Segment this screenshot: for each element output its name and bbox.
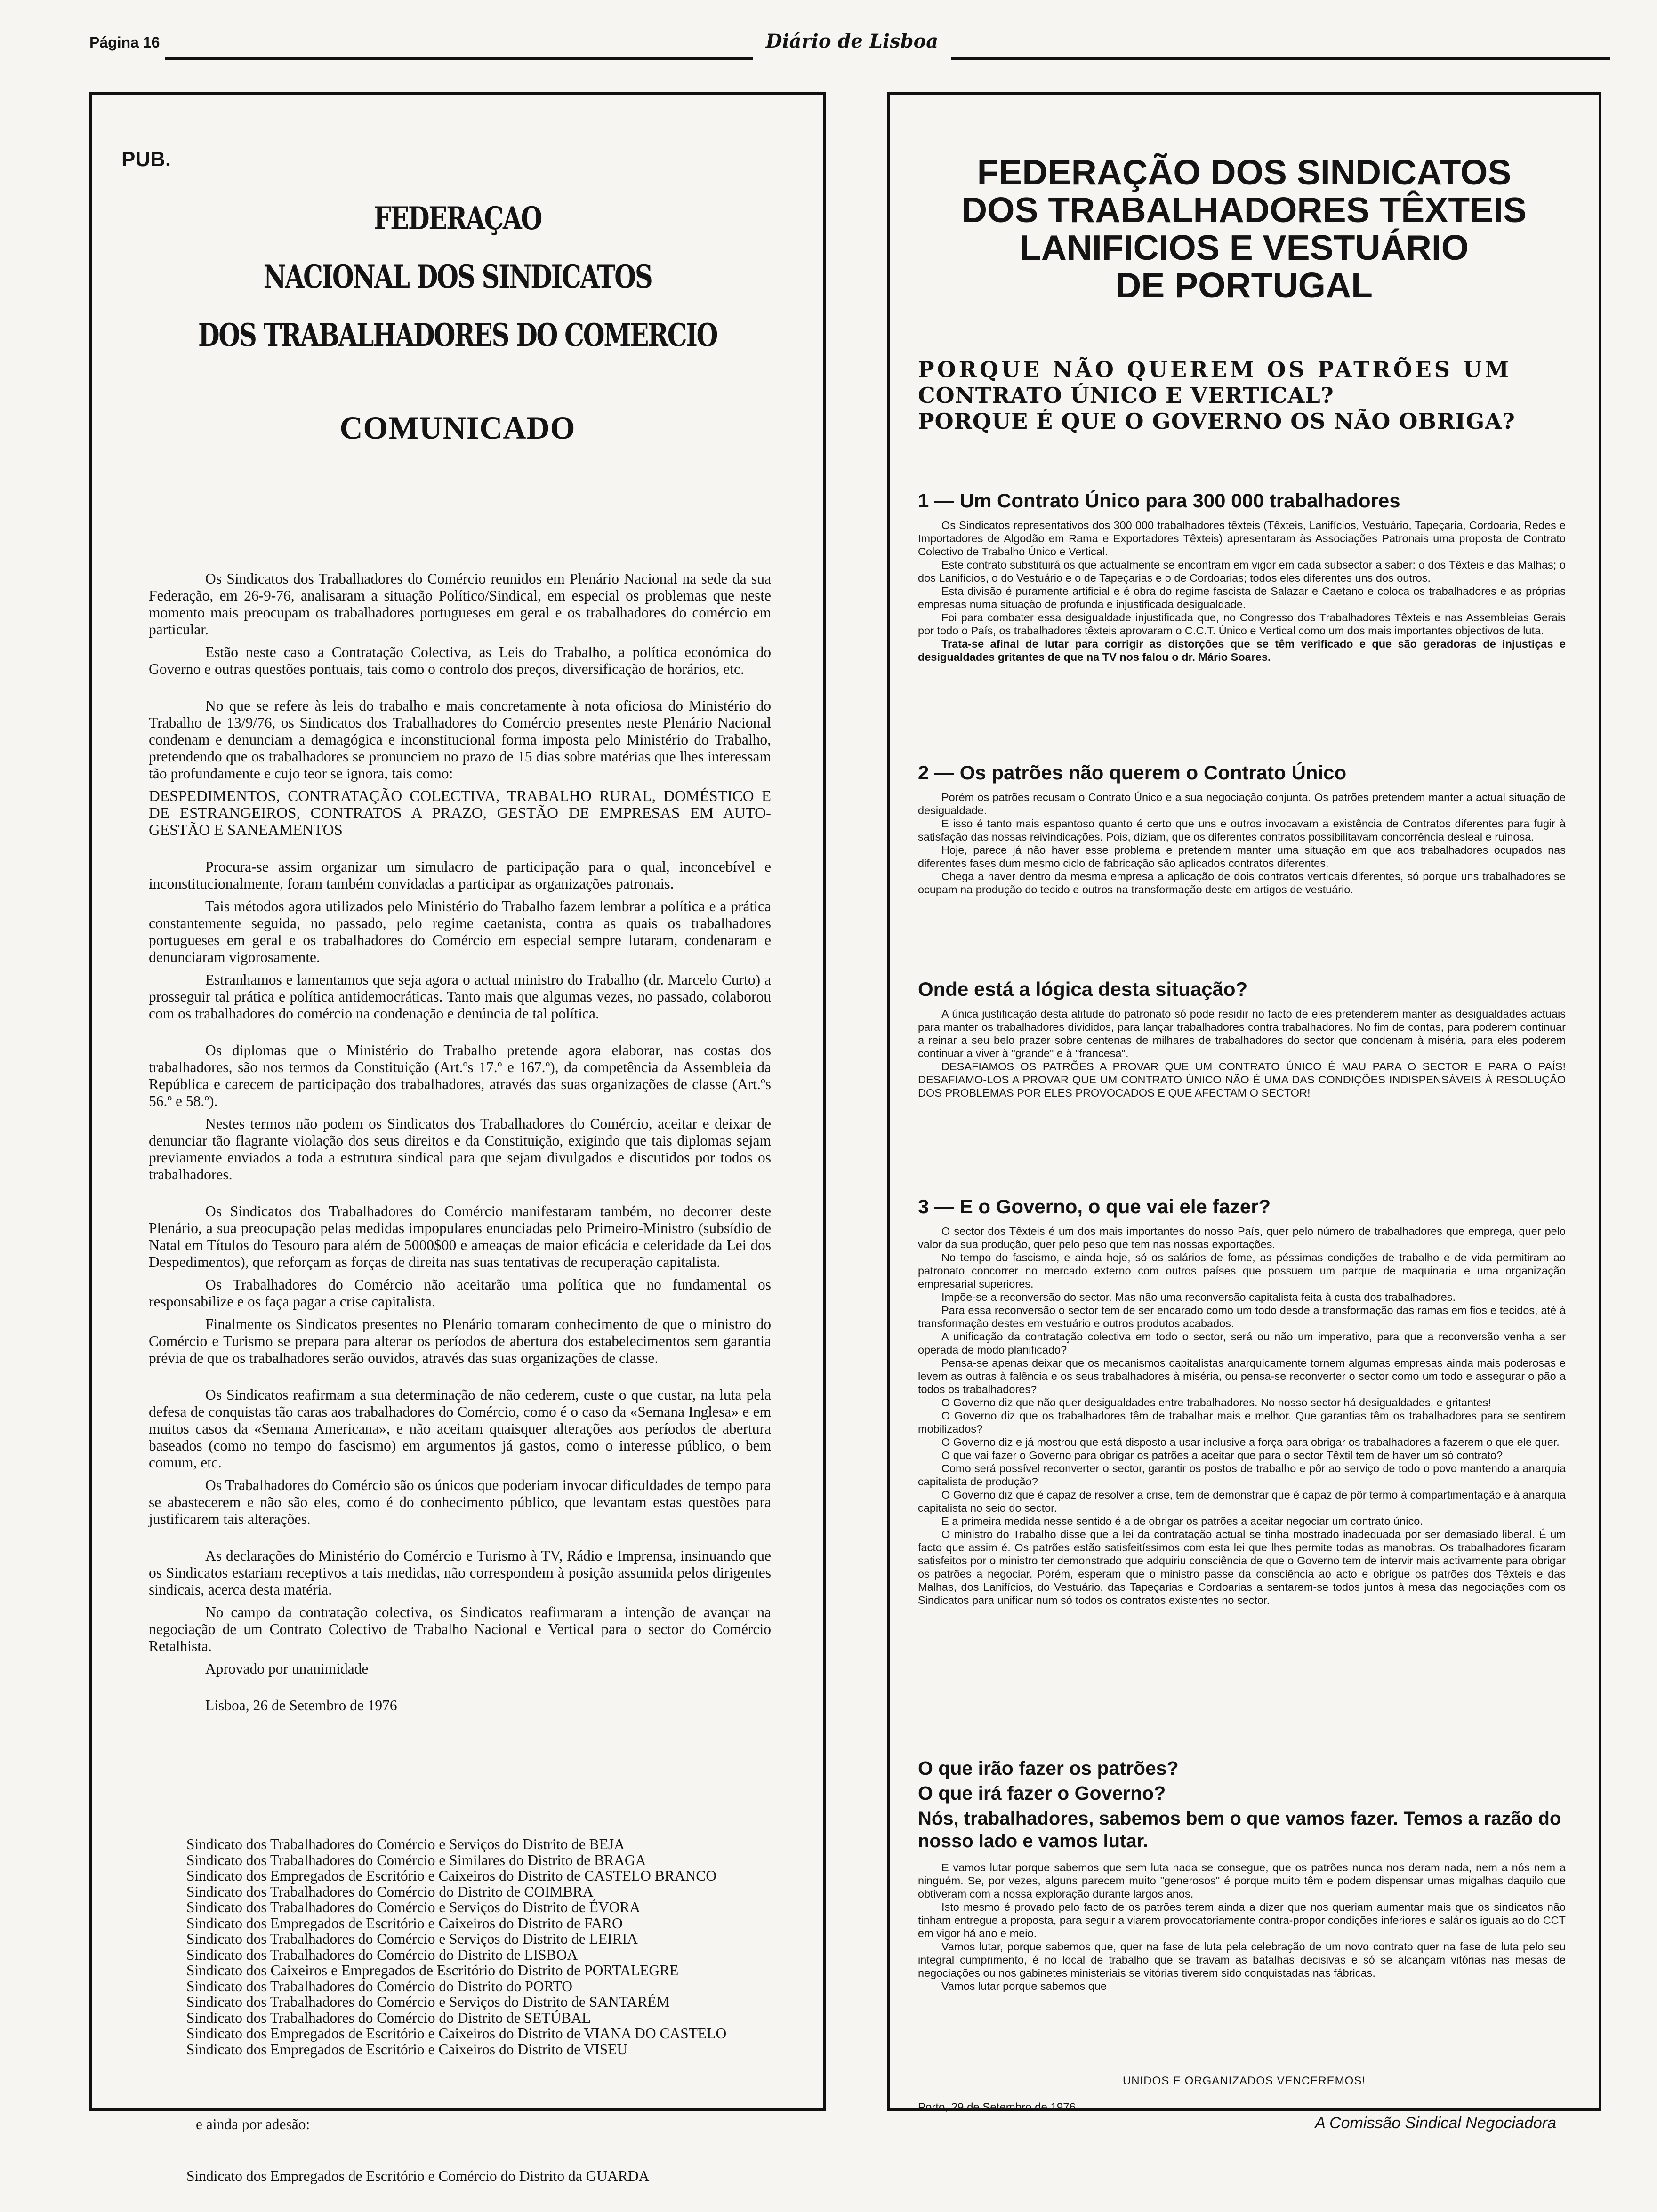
header-rule-right [951, 57, 1610, 60]
paragraph: E vamos lutar porque sabemos que sem luta nada se consegue, que os patrões nunca nos deram nada, nem a nós nem a ninguém. Se, por vezes, alguns parecem muito "generosos" é porque muito têm e podem dispensar umas migalhas daquilo que obtiveram com a nossa exploração durante largos anos. [918, 1861, 1566, 1900]
signatory: Sindicato dos Trabalhadores do Comércio e Similares do Distrito de BRAGA [186, 1851, 646, 1868]
headline-questions [918, 357, 1572, 434]
paragraph: Vamos lutar, porque sabemos que, quer na fase de luta pela celebração de um novo contrato quer na fase de luta pelo seu integral cumprimento, é no local de trabalho que se travam as batalhas decisivas e só se alcançam vitórias nas mesas de negociações ou nos gabinetes ministeriais se vitórias tiverem sido conquistadas nas fábricas. [918, 1940, 1566, 1979]
paragraph: O ministro do Trabalho disse que a lei da contratação actual se tinha mostrado inadequada por ser demasiado liberal. É um facto que assim é. Os patrões estão satisfeitíssimos com esta lei que lhes permite todas as manobras. Os trabalhadores ficaram satisfeitos por o ministro ter demonstrado que adquiriu consciência de que o Governo tem de intervir mais activamente para obrigar os patrões a negociar. Porém, esperam que o ministro passe da consciência ao acto e obrigue os patrões dos Têxteis e das Malhas, dos Lanifícios, do Vestuário, das Tapeçarias e Cordoarias a sentarem-se todos juntos à mesa das negociações com os Sindicatos para unificar num só todos os contratos existentes no sector. [918, 1528, 1566, 1606]
masthead: Diário de Lisboa [765, 30, 939, 52]
question-line: CONTRATO ÚNICO E VERTICAL? [918, 383, 1334, 408]
paragraph: A unificação da contratação colectiva em todo o sector, será ou não um imperativo, para que a reconversão venha a ser operada de modo planificado? [918, 1330, 1566, 1356]
signatory: Sindicato dos Empregados de Escritório e Caixeiros do Distrito de FARO [186, 1915, 623, 1931]
adhesion-label: e ainda por adesão: [196, 2116, 310, 2132]
paragraph: Os Sindicatos dos Trabalhadores do Comércio manifestaram também, no decorrer deste Plenário, a sua preocupação pelas medidas impopulares enunciadas pelo Primeiro-Ministro (subsídio de Natal em Títulos do Tesouro para além de 5000$00 e ameaças de maior eficácia e celeridade da Lei dos Despedimentos), que reforçam as forças de direita nas suas tentativas de recuperação capitalista. [149, 1203, 771, 1270]
paragraph: O que vai fazer o Governo para obrigar os patrões a aceitar que para o sector Têxtil tem de haver um só contrato? [941, 1449, 1503, 1461]
paragraph: O sector dos Têxteis é um dos mais importantes do nosso País, quer pelo número de trabalhadores que emprega, quer pelo valor da sua produção, quer pelo peso que tem nas nossas exportações. [918, 1225, 1566, 1250]
motto: UNIDOS E ORGANIZADOS VENCEREMOS! [1122, 2075, 1366, 2087]
section-heading: 2 — Os patrões não querem o Contrato Único [918, 761, 1347, 784]
section-question: O que irá fazer o Governo? [918, 1782, 1166, 1804]
signatory: Sindicato dos Trabalhadores do Comércio do Distrito de SETÚBAL [186, 2009, 591, 2026]
signatory: Sindicato dos Trabalhadores do Comércio do Distrito de COIMBRA [186, 1883, 594, 1900]
title-line: DOS TRABALHADORES TÊXTEIS [961, 190, 1527, 230]
communique-body [149, 570, 771, 1720]
signatory: Sindicato dos Empregados de Escritório e Caixeiros do Distrito de CASTELO BRANCO [186, 1867, 716, 1884]
paragraph: Impõe-se a reconversão do sector. Mas não uma reconversão capitalista feita à custa dos trabalhadores. [941, 1291, 1456, 1303]
paragraph: Tais métodos agora utilizados pelo Ministério do Trabalho fazem lembrar a política e a prática constantemente seguida, no passado, pelo regime caetanista, contra as quais os trabalhadores portugueses em geral e os trabalhadores do Comércio em especial sempre lutaram, condenaram e denunciaram vigorosamente. [149, 898, 771, 965]
section-heading: Onde está a lógica desta situação? [918, 978, 1248, 1000]
signatory: Sindicato dos Empregados de Escritório e Caixeiros do Distrito de VIANA DO CASTELO [186, 2025, 727, 2042]
place-date: Porto, 29 de Setembro de 1976 [918, 2101, 1076, 2114]
signatory: Sindicato dos Trabalhadores do Comércio e Serviços do Distrito de LEIRIA [186, 1931, 638, 1947]
paragraph: Os diplomas que o Ministério do Trabalho pretende agora elaborar, nas costas dos trabalhadores, são nos termos da Constituição (Art.ºs 17.º e 167.º), da competência da Assembleia da República e carecem de participação dos trabalhadores, através das suas organizações de classe (Art.ºs 56.º e 58.º). [149, 1042, 771, 1109]
signatory: Sindicato dos Trabalhadores do Comércio do Distrito de LISBOA [186, 1946, 578, 1963]
section-logic [918, 978, 1566, 1099]
paragraph: Isto mesmo é provado pelo facto de os patrões terem ainda a dizer que nos queriam aumentar mais que os sindicatos não tinham entregue a proposta, para seguir a viarem provocatoriamente contra-propor condições inferiores e salários iguais ao do CCT em vigor há ano e meio. [918, 1901, 1566, 1940]
date-line: Lisboa, 26 de Setembro de 1976 [205, 1697, 397, 1714]
paragraph: Vamos lutar porque sabemos que [941, 1980, 1107, 1992]
signatory: Sindicato dos Trabalhadores do Comércio e Serviços do Distrito de ÉVORA [186, 1899, 641, 1915]
section-question: O que irão fazer os patrões? [918, 1757, 1179, 1779]
section-government [918, 1195, 1566, 1607]
federation-title-line: FEDERAÇAO [374, 200, 541, 237]
paragraph: O Governo diz que os trabalhadores têm de trabalhar mais e melhor. Que garantias têm os trabalhadores para se sentirem mobilizados? [918, 1410, 1566, 1435]
paragraph: No campo da contratação colectiva, os Sindicatos reafirmaram a intenção de avançar na negociação de um Contrato Colectivo de Trabalho Nacional e Vertical para o sector do Comércio Retalhista. [149, 1604, 771, 1654]
paragraph: Finalmente os Sindicatos presentes no Plenário tomaram conhecimento de que o ministro do Comércio e Turismo se prepara para alterar os períodos de abertura dos estabelecimentos sem garantia prévia de que os trabalhadores serão ouvidos, através das suas organizações de classe. [149, 1316, 771, 1366]
section-heading: 3 — E o Governo, o que vai ele fazer? [918, 1195, 1271, 1218]
page-header [89, 30, 1610, 68]
commerce-federation-communique [89, 92, 826, 2184]
federation-title-line: NACIONAL DOS SINDICATOS [263, 258, 652, 295]
title-line: LANIFICIOS E VESTUÁRIO [1019, 228, 1469, 267]
pub-label: PUB. [121, 148, 171, 171]
paragraph: Trata-se afinal de lutar para corrigir as distorções que se têm verificado e que são geradoras de injustiças e desigualdades gritantes de que na TV nos falou o dr. Mário Soares. [918, 638, 1566, 663]
paragraph-topics: DESPEDIMENTOS, CONTRATAÇÃO COLECTIVA, TRABALHO RURAL, DOMÉSTICO E DE ESTRANGEIROS, CONTRATOS A PRAZO, GESTÃO DE EMPRESAS EM AUTO-GESTÃO E SANEAMENTOS [149, 788, 771, 839]
section-bosses-refuse [918, 761, 1566, 896]
textile-federation-title [890, 153, 1599, 304]
workers-statement: Nós, trabalhadores, sabemos bem o que vamos fazer. Temos a razão do nosso lado e vamos lutar. [918, 1808, 1561, 1851]
approval-note: Aprovado por unanimidade [205, 1660, 369, 1677]
paragraph: Pensa-se apenas deixar que os mecanismos capitalistas anarquicamente tornem algumas empresas ainda mais poderosas e levem as outras à falência e os seus trabalhadores à miséria, ou pensa-se reconverter o sector como um todo e assegurar o pão a todos os trabalhadores? [918, 1357, 1566, 1395]
header-rule-left [165, 57, 753, 60]
paragraph: No que se refere às leis do trabalho e mais concretamente à nota oficiosa do Ministério do Trabalho de 13/9/76, os Sindicatos dos Trabalhadores do Comércio presentes neste Plenário Nacional condenam e denunciam a demagógica e inconstitucional forma imposta pelo Ministério do Trabalho, pretendendo que os trabalhadores se pronunciem no prazo de 15 dias sobre matérias que lhes interessam tão profundamente e cujo teor se ignora, tais como: [149, 697, 771, 782]
communique-heading: COMUNICADO [339, 410, 576, 446]
paragraph: Chega a haver dentro da mesma empresa a aplicação de dois contratos verticais diferentes, só porque uns trabalhadores se ocupam na produção do tecido e outros na transformação deste em artigos de vestuário. [918, 870, 1566, 896]
question-line: PORQUE NÃO QUEREM OS PATRÕES UM [918, 357, 1512, 382]
paragraph: Estão neste caso a Contratação Colectiva, as Leis do Trabalho, a política económica do Governo e outras questões pontuais, tais como o controlo dos preços, diversificação de horários, etc. [149, 644, 771, 677]
signature: A Comissão Sindical Negociadora [1315, 2114, 1556, 2132]
paragraph: Os Sindicatos reafirmam a sua determinação de não cederem, custe o que custar, na luta pela defesa de conquistas tão caras aos trabalhadores do Comércio, como é o caso da «Semana Inglesa» e em muitos casos da «Semana Americana», e não aceitam quaisquer alterações aos períodos de abertura baseados (como no tempo do fascismo) em argumentos já gastos, como o interesse público, o bem comum, etc. [149, 1387, 771, 1471]
paragraph: O Governo diz que não quer desigualdades entre trabalhadores. No nosso sector há desigualdades, e gritantes! [941, 1396, 1491, 1409]
paragraph: No tempo do fascismo, e ainda hoje, só os salários de fome, as péssimas condições de trabalho e de vida permitiram ao patronato concorrer no mercado externo com outros países que possuem um parque de maquinaria e uma organização empresarial superiores. [918, 1251, 1566, 1290]
section-what-next [918, 1757, 1566, 1993]
paragraph: Nestes termos não podem os Sindicatos dos Trabalhadores do Comércio, aceitar e deixar de denunciar tão flagrante violação dos seus direitos e da Constituição, exigindo que tais diplomas sejam previamente enviados a toda a estrutura sindical para que sejam divulgados e discutidos por todos os trabalhadores. [149, 1115, 771, 1183]
page-number: Página 16 [89, 34, 160, 51]
signatory: Sindicato dos Empregados de Escritório e Caixeiros do Distrito de VISEU [186, 2041, 628, 2058]
paragraph: E isso é tanto mais espantoso quanto é certo que uns e outros invocavam a existência de Contratos diferentes para fugir à satisfação das nossas reivindicações. Pois, diziam, que os diferentes contratos possibilitavam concorrência desleal e ruinosa. [918, 817, 1566, 843]
signatory: Sindicato dos Trabalhadores do Comércio do Distrito do PORTO [186, 1978, 572, 1995]
paragraph: Esta divisão é puramente artificial e é obra do regime fascista de Salazar e Caetano e coloca os trabalhadores e as próprias empresas numa situação de profunda e injustificada desigualdade. [918, 585, 1566, 610]
paragraph: Os Sindicatos representativos dos 300 000 trabalhadores têxteis (Têxteis, Lanifícios, Vestuário, Tapeçaria, Cordoaria, Redes e Importadores de Algodão em Rama e Exportadores Têxteis) apresentaram às Associações Patronais uma proposta de Contrato Colectivo de Trabalho Único e Vertical. [918, 519, 1566, 558]
paragraph: As declarações do Ministério do Comércio e Turismo à TV, Rádio e Imprensa, insinuando que os Sindicatos estariam receptivos a tais medidas, não correspondem à posição assumida pelos dirigentes sindicais, acerca desta matéria. [149, 1547, 771, 1598]
signatory: Sindicato dos Trabalhadores do Comércio e Serviços do Distrito de BEJA [186, 1836, 625, 1852]
paragraph: Os Sindicatos dos Trabalhadores do Comércio reunidos em Plenário Nacional na sede da sua Federação, em 26-9-76, analisaram a situação Político/Sindical, em especial os problemas que neste momento mais preocupam os trabalhadores portugueses em geral e os trabalhadores do comércio em particular. [149, 570, 771, 638]
adhesion-signatory: Sindicato dos Empregados de Escritório e Comércio do Distrito da GUARDA [186, 2168, 650, 2184]
paragraph: Os Trabalhadores do Comércio não aceitarão uma política que no fundamental os responsabilize e os faça pagar a crise capitalista. [149, 1276, 771, 1310]
title-line: FEDERAÇÃO DOS SINDICATOS [977, 152, 1512, 192]
title-line: DE PORTUGAL [1116, 265, 1373, 305]
paragraph: A única justificação desta atitude do patronato só pode residir no facto de eles pretenderem manter as desigualdades actuais para manter os trabalhadores divididos, para lançar trabalhadores contra trabalhadores. No fim de contas, para poderem continuar a reinar a seu belo prazer sobre centenas de milhares de trabalhadores do sector que condenam à miséria, para eles poderem continuar a viver à "grande" e à "francesa". [918, 1008, 1566, 1059]
paragraph: Para essa reconversão o sector tem de ser encarado como um todo desde a transformação das ramas em fios e tecidos, até à transformação destes em vestuário e outros produtos acabados. [918, 1304, 1566, 1330]
paragraph: Porém os patrões recusam o Contrato Único e a sua negociação conjunta. Os patrões pretendem manter a actual situação de desigualdade. [918, 791, 1566, 817]
federation-title-line: DOS TRABALHADORES DO COMERCIO [198, 317, 717, 353]
paragraph: O Governo diz e já mostrou que está disposto a usar inclusive a força para obrigar os trabalhadores a fazerem o que ele quer. [941, 1436, 1560, 1448]
paragraph: Como será possível reconverter o sector, garantir os postos de trabalho e pôr ao serviço de todo o povo mantendo a anarquia capitalista de produção? [918, 1462, 1566, 1488]
paragraph: Este contrato substituirá os que actualmente se encontram em vigor em cada subsector a saber: o dos Têxteis e das Malhas; o dos Lanifícios, o do Vestuário e o de Tapeçarias e o de Cordoarias; todos eles diferentes uns dos outros. [918, 559, 1566, 584]
signatory: Sindicato dos Trabalhadores do Comércio e Serviços do Distrito de SANTARÉM [186, 1994, 670, 2010]
paragraph: Estranhamos e lamentamos que seja agora o actual ministro do Trabalho (dr. Marcelo Curto) a prosseguir tal prática e política antidemocráticas. Tanto mais que algumas vezes, no passado, colaborou com os trabalhadores do comércio na condenação e denúncia de tal política. [149, 971, 771, 1022]
textile-federation-statement [887, 92, 1601, 2132]
paragraph: Procura-se assim organizar um simulacro de participação para o qual, inconcebível e inconstitucionalmente, foram também convidadas a participar as organizações patronais. [149, 858, 771, 892]
question-line: PORQUE É QUE O GOVERNO OS NÃO OBRIGA? [918, 409, 1515, 434]
paragraph: Hoje, parece já não haver esse problema e pretendem manter uma situação em que aos trabalhadores ocupados nas diferentes fases dum mesmo ciclo de fabricação são aplicados contratos diferentes. [918, 844, 1566, 869]
federation-title [165, 189, 750, 364]
section-single-contract [918, 489, 1566, 664]
paragraph-challenge: DESAFIAMOS OS PATRÕES A PROVAR QUE UM CONTRATO ÚNICO É MAU PARA O SECTOR E PARA O PAÍS! DESAFIAMO-LOS A PROVAR QUE UM CONTRATO ÚNICO NÃO É UMA DAS CONDIÇÕES INDISPENSÁVEIS À RESOLUÇÃO DOS PROBLEMAS POR ELES PROVOCADOS E QUE AFECTAM O SECTOR! [918, 1060, 1566, 1099]
paragraph: O Governo diz que é capaz de resolver a crise, tem de demonstrar que é capaz de pôr termo à compartimentação e à anarquia capitalista no seio do sector. [918, 1489, 1566, 1514]
paragraph: E a primeira medida nesse sentido é a de obrigar os patrões a aceitar negociar um contrato único. [941, 1515, 1423, 1527]
signatory: Sindicato dos Caixeiros e Empregados de Escritório do Distrito de PORTALEGRE [186, 1962, 679, 1979]
paragraph: Os Trabalhadores do Comércio são os únicos que poderiam invocar dificuldades de tempo para se abastecerem e não são eles, como é do conhecimento público, que levantam estas questões para justificarem tais alterações. [149, 1477, 771, 1527]
signatories-list [186, 1836, 757, 2057]
paragraph: Foi para combater essa desigualdade injustificada que, no Congresso dos Trabalhadores Têxteis e nas Assembleias Gerais por todo o País, os trabalhadores têxteis aprovaram o C.C.T. Único e Vertical como um dos mais importantes objectivos de luta. [918, 611, 1566, 637]
section-heading: 1 — Um Contrato Único para 300 000 trabalhadores [918, 489, 1400, 512]
